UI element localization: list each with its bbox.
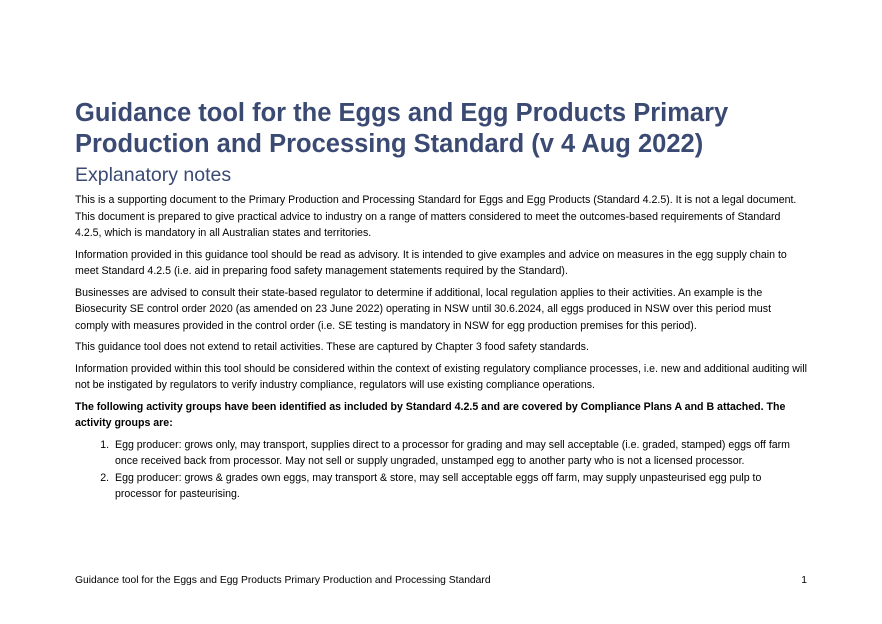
list-item: 2. Egg producer: grows & grades own eggs, may transport & store, may sell acceptable eggs off farm, may supply unpasteurised egg pulp to processor for pasteurising. <box>112 470 807 503</box>
paragraph-regulator: Businesses are advised to consult their state-based regulator to determine if additional, local regulation applies to their activities. An example is the Biosecurity SE control order 2020 (as amended on 23 June 2022) operating in NSW until 30.6.2024, all eggs produced in NSW over this period must comply with measures provided in the control order (i.e. SE testing is mandatory in NSW for egg production premises for this period). <box>75 286 772 332</box>
paragraph-retail: This guidance tool does not extend to retail activities. These are captured by Chapter 3 food safety standards. <box>75 341 589 353</box>
document-title: Guidance tool for the Eggs and Egg Products Primary Production and Processing Standard (v 4 Aug 2022) <box>75 99 729 158</box>
paragraph-advisory: Information provided in this guidance tool should be read as advisory. It is intended to give examples and advice on measures in the egg supply chain to meet Standard 4.2.5 (i.e. aid in preparing food safety management statements required by the Standard). <box>75 248 787 277</box>
section-heading: Explanatory notes <box>75 164 232 186</box>
page-number: 1 <box>801 575 807 586</box>
footer-text: Guidance tool for the Eggs and Egg Products Primary Production and Processing Standard <box>75 575 491 586</box>
activity-groups-list <box>75 437 807 503</box>
paragraph-intro: This is a supporting document to the Primary Production and Processing Standard for Eggs and Egg Products (Standard 4.2.5). It is not a legal document. This document is prepared to give practical advice to industry on a range of matters considered to meet the outcomes-based requirements of Standard 4.2.5, which is mandatory in all Australian states and territories. <box>75 194 797 239</box>
paragraph-activity-groups-intro: The following activity groups have been identified as included by Standard 4.2.5 and are covered by Compliance Plans A and B attached. The activity groups are: <box>75 400 786 429</box>
paragraph-compliance: Information provided within this tool should be considered within the context of existing regulatory compliance processes, i.e. new and additional auditing will not be instigated by regulators to verify industry compliance, regulators will use existing compliance operations. <box>75 362 807 391</box>
document-body <box>75 98 807 503</box>
list-item: 1. Egg producer: grows only, may transport, supplies direct to a processor for grading and may sell acceptable (i.e. graded, stamped) eggs off farm once received back from processor. May not sell or supply ungraded, unstamped egg to another party who is not a licensed processor. <box>112 437 807 470</box>
